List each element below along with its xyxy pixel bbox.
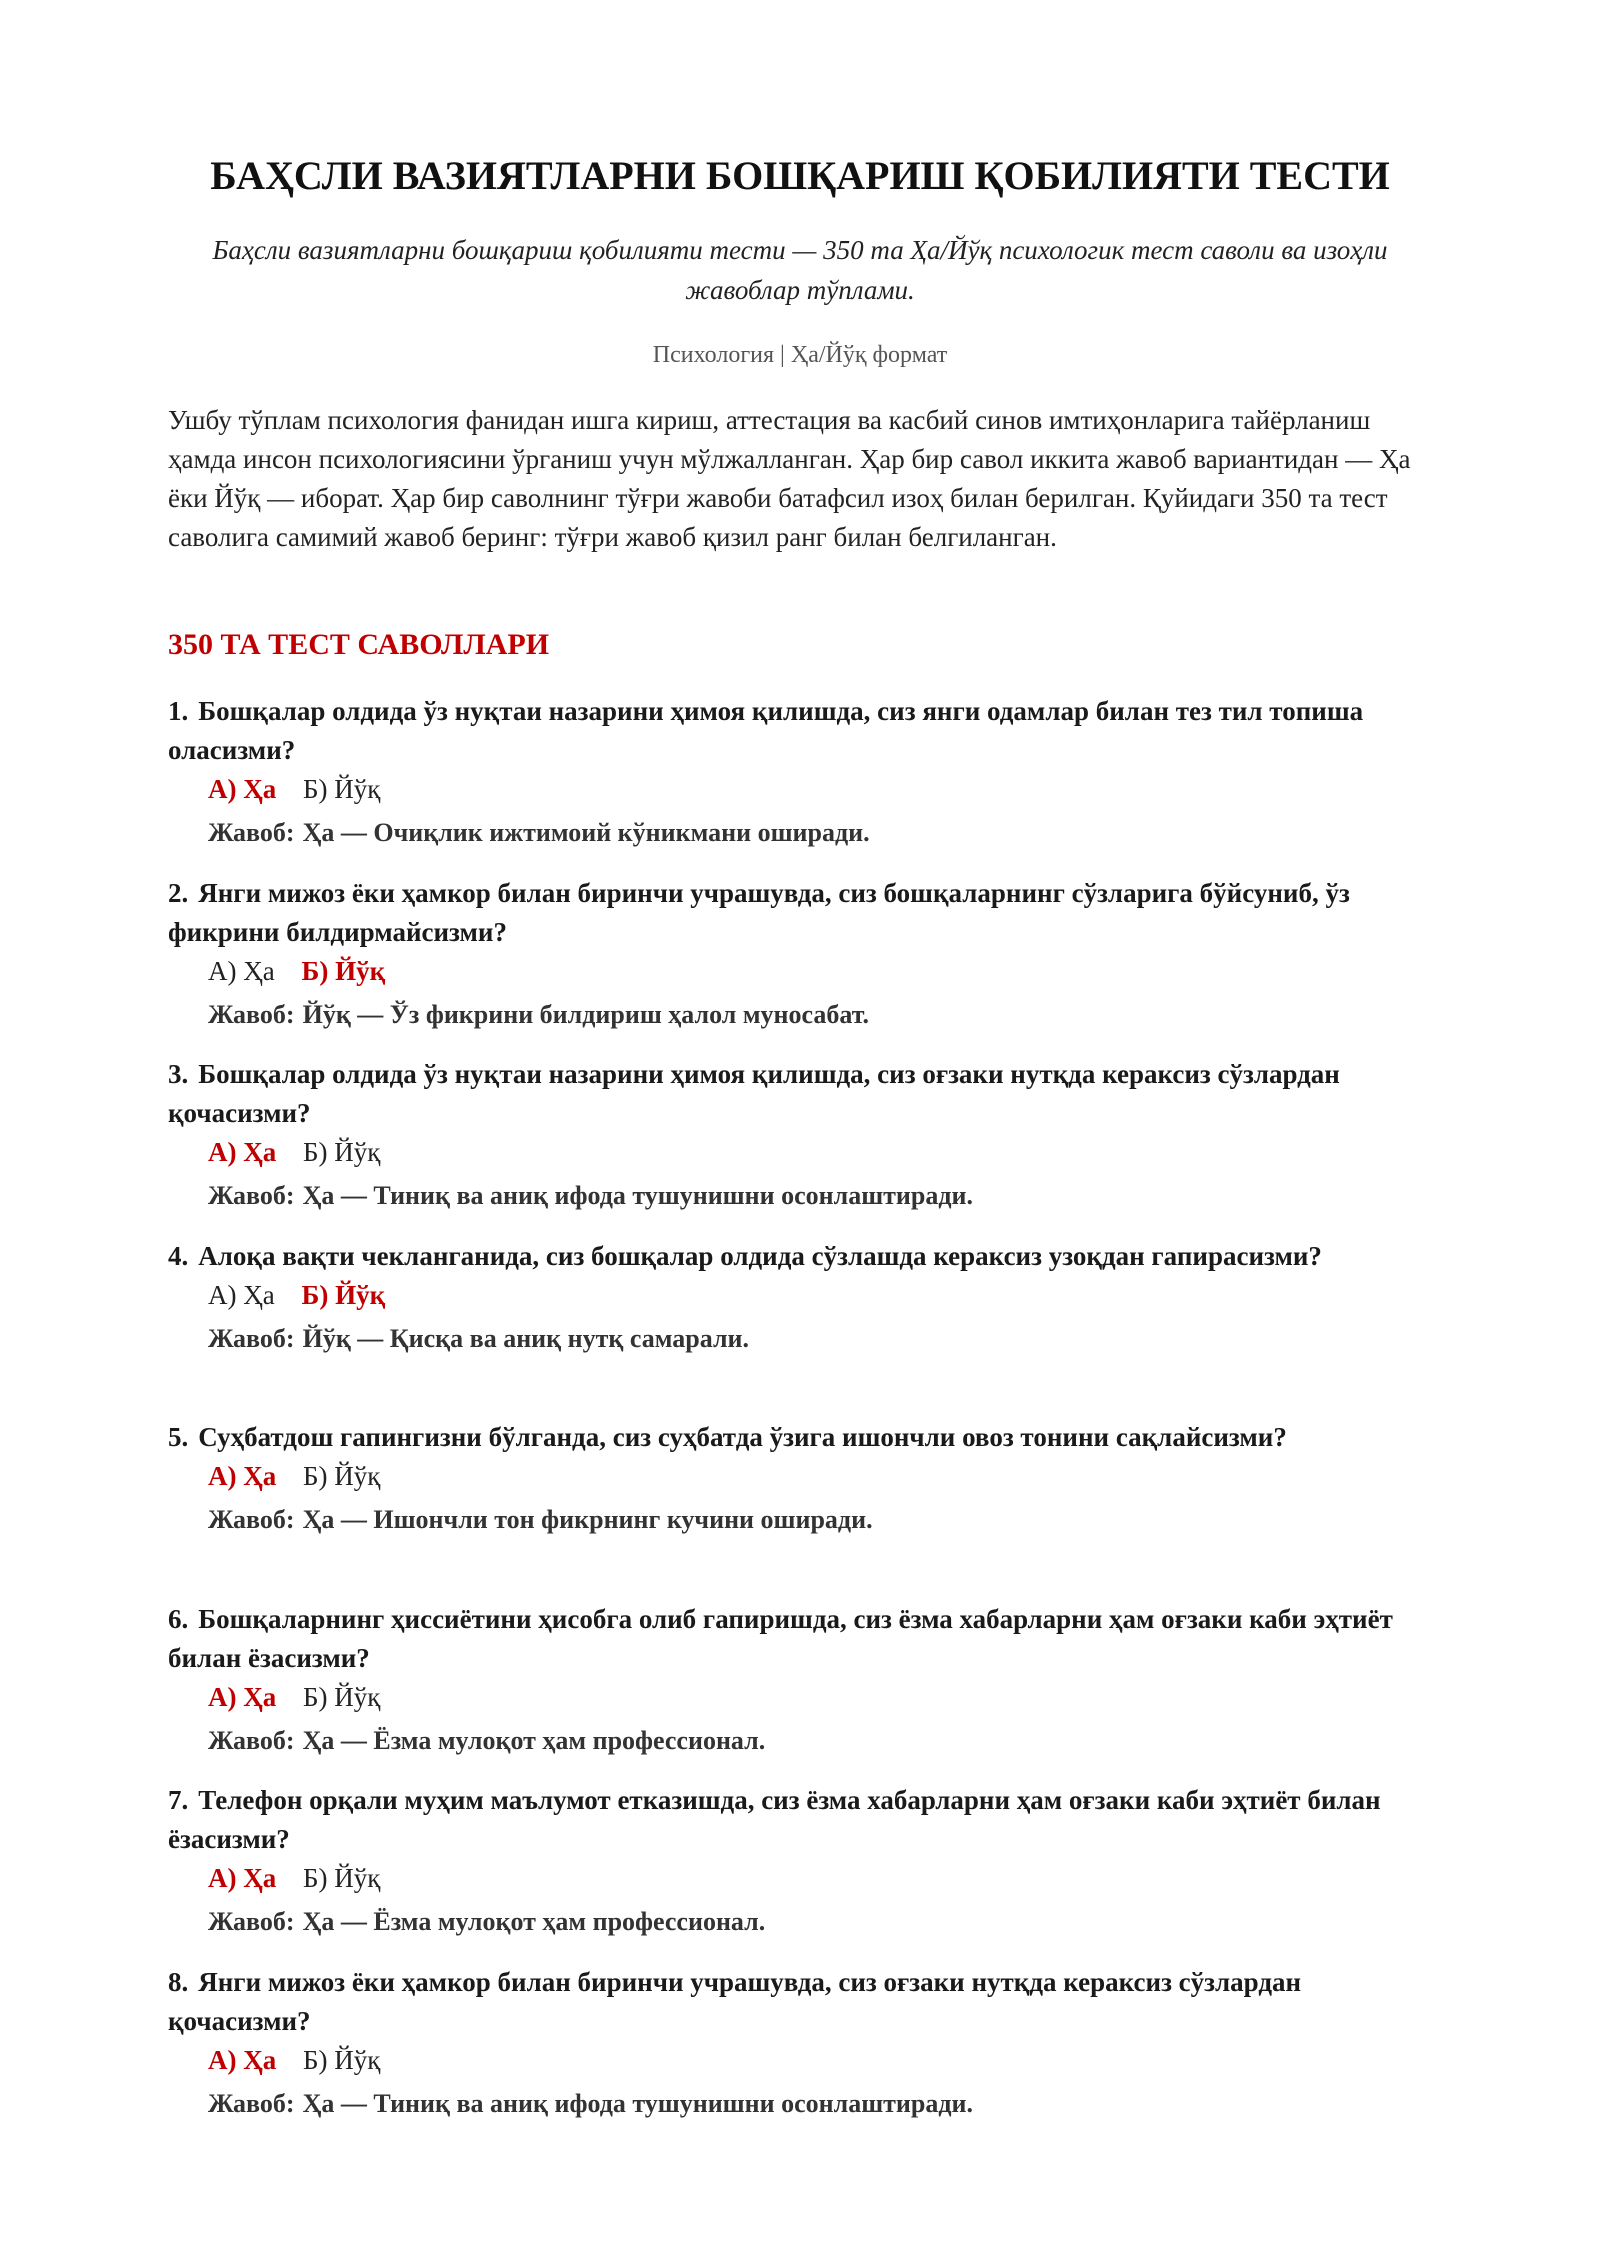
question-text: Бошқалар олдида ўз нуқтаи назарини ҳимоя қилишда, сиз оғзаки нутқда кераксиз сўзлардан қочасизми?: [168, 1059, 1340, 1128]
question-text-block: [168, 1600, 1432, 1678]
answer-options: [168, 770, 1432, 813]
answer-text: Ҳа — Очиқлик ижтимоий кўникмани оширади.: [302, 818, 870, 847]
option-b[interactable]: Б) Йўқ: [301, 1279, 386, 1310]
option-a[interactable]: А) Ҳа: [208, 2044, 277, 2075]
question-item: [168, 1055, 1432, 1237]
option-b[interactable]: Б) Йўқ: [303, 1681, 381, 1712]
question-item: [168, 874, 1432, 1056]
question-item: [168, 1600, 1432, 1782]
question-number: 4.: [168, 1240, 189, 1271]
answer-explanation: [168, 1176, 1432, 1215]
answer-text: Ҳа — Ёзма мулоқот ҳам профессионал.: [302, 1907, 766, 1936]
question-item: [168, 1963, 1432, 2145]
answer-text: Йўқ — Қисқа ва аниқ нутқ самарали.: [302, 1323, 750, 1353]
question-text-block: [168, 1963, 1432, 2041]
answer-text: Йўқ — Ўз фикрини билдириш ҳалол муносабат.: [302, 999, 870, 1029]
question-text-block: [168, 692, 1432, 770]
question-number: 7.: [168, 1785, 189, 1815]
answer-text: Ҳа — Ёзма мулоқот ҳам профессионал.: [302, 1725, 766, 1755]
answer-label: Жавоб:: [208, 1505, 295, 1534]
question-text-block: [168, 1055, 1432, 1133]
question-text: Бошқаларнинг ҳиссиётини ҳисобга олиб гапиришда, сиз ёзма хабарларни ҳам оғзаки каби эҳтиёт билан ёзасизми?: [168, 1603, 1393, 1673]
option-b[interactable]: Б) Йўқ: [303, 774, 381, 804]
answer-options: [168, 1276, 1432, 1319]
question-text: Бошқалар олдида ўз нуқтаи назарини ҳимоя қилишда, сиз янги одамлар билан тез тил топиша оласизми?: [168, 696, 1364, 765]
question-text: Янги мижоз ёки ҳамкор билан биринчи учрашувда, сиз оғзаки нутқда кераксиз сўзлардан қочасизми?: [168, 1966, 1302, 2036]
answer-text: Ҳа — Тиниқ ва аниқ ифода тушунишни осонлаштиради.: [302, 1181, 973, 1210]
question-number: 6.: [168, 1603, 189, 1634]
question-item: [168, 1781, 1432, 1963]
page-subtitle: Баҳсли вазиятларни бошқариш қобилияти тести — 350 та Ҳа/Йўқ психологик тест саволи ва изоҳли жавоблар тўплами.: [212, 235, 1388, 305]
option-b[interactable]: Б) Йўқ: [303, 1461, 381, 1491]
question-text-block: [168, 1237, 1432, 1276]
answer-options: [168, 1859, 1432, 1902]
option-b[interactable]: Б) Йўқ: [301, 955, 386, 986]
question-number: 2.: [168, 877, 189, 908]
question-text: Суҳбатдош гапингизни бўлганда, сиз суҳбатда ўзига ишончли овоз тонини сақлайсизми?: [198, 1422, 1287, 1452]
question-text-block: [168, 874, 1432, 952]
answer-explanation: [168, 1721, 1432, 1760]
intro-paragraph: Ушбу тўплам психология фанидан ишга кириш, аттестация ва касбий синов имтиҳонларига тайёрланиш ҳамда инсон психологиясини ўрганиш учун мўлжалланган. Ҳар бир савол иккита жавоб вариантидан — Ҳа ёки Йўқ — иборат. Ҳар бир саволнинг тўғри жавоби батафсил изоҳ билан берилган. Қуйидаги 350 та тест саволига самимий жавоб беринг: тўғри жавоб қизил ранг билан белгиланган.: [168, 405, 1411, 552]
page-title: БАҲСЛИ ВАЗИЯТЛАРНИ БОШҚАРИШ ҚОБИЛИЯТИ ТЕСТИ: [210, 153, 1390, 198]
answer-options: [168, 952, 1432, 995]
option-a[interactable]: А) Ҳа: [208, 774, 277, 804]
answer-explanation: [168, 1319, 1432, 1358]
question-text-block: [168, 1418, 1432, 1457]
answer-label: Жавоб:: [208, 1181, 295, 1210]
option-a[interactable]: А) Ҳа: [208, 1681, 277, 1712]
option-b[interactable]: Б) Йўқ: [303, 1137, 381, 1167]
answer-explanation: [168, 1500, 1432, 1539]
answer-options: [168, 2041, 1432, 2084]
category-meta: Психология | Ҳа/Йўқ формат: [652, 342, 948, 368]
option-a[interactable]: А) Ҳа: [208, 1863, 277, 1893]
option-a[interactable]: А) Ҳа: [208, 1461, 277, 1491]
question-number: 3.: [168, 1059, 189, 1089]
question-text-block: [168, 1781, 1432, 1859]
answer-text: Ҳа — Тиниқ ва аниқ ифода тушунишни осонлаштиради.: [302, 2088, 973, 2118]
option-b[interactable]: Б) Йўқ: [303, 1863, 381, 1893]
question-number: 5.: [168, 1422, 189, 1452]
answer-label: Жавоб:: [208, 1725, 295, 1755]
answer-options: [168, 1457, 1432, 1500]
answer-explanation: [168, 813, 1432, 852]
option-a[interactable]: А) Ҳа: [208, 955, 275, 986]
option-a[interactable]: А) Ҳа: [208, 1279, 275, 1310]
question-text: Янги мижоз ёки ҳамкор билан биринчи учрашувда, сиз бошқаларнинг сўзларига бўйсуниб, ўз фикрини билдирмайсизми?: [168, 877, 1350, 947]
question-item: [168, 1237, 1432, 1419]
option-b[interactable]: Б) Йўқ: [303, 2044, 381, 2075]
answer-label: Жавоб:: [208, 999, 295, 1029]
answer-options: [168, 1678, 1432, 1721]
answer-explanation: [168, 2084, 1432, 2123]
question-item: [168, 692, 1432, 874]
answer-text: Ҳа — Ишончли тон фикрнинг кучини оширади.: [302, 1505, 873, 1534]
question-number: 1.: [168, 696, 189, 726]
option-a[interactable]: А) Ҳа: [208, 1137, 277, 1167]
question-text: Телефон орқали муҳим маълумот етказишда, сиз ёзма хабарларни ҳам оғзаки каби эҳтиёт билан ёзасизми?: [168, 1785, 1381, 1854]
question-item: [168, 1418, 1432, 1600]
answer-label: Жавоб:: [208, 818, 295, 847]
answer-options: [168, 1133, 1432, 1176]
answer-label: Жавоб:: [208, 1907, 295, 1936]
answer-label: Жавоб:: [208, 2088, 295, 2118]
answer-label: Жавоб:: [208, 1323, 295, 1353]
question-number: 8.: [168, 1966, 189, 1997]
answer-explanation: [168, 995, 1432, 1034]
answer-explanation: [168, 1902, 1432, 1941]
section-heading: 350 ТА ТЕСТ САВОЛЛАРИ: [168, 628, 550, 661]
question-list: [168, 692, 1432, 2144]
question-text: Алоқа вақти чекланганида, сиз бошқалар олдида сўзлашда кераксиз узоқдан гапирасизми?: [198, 1240, 1322, 1271]
